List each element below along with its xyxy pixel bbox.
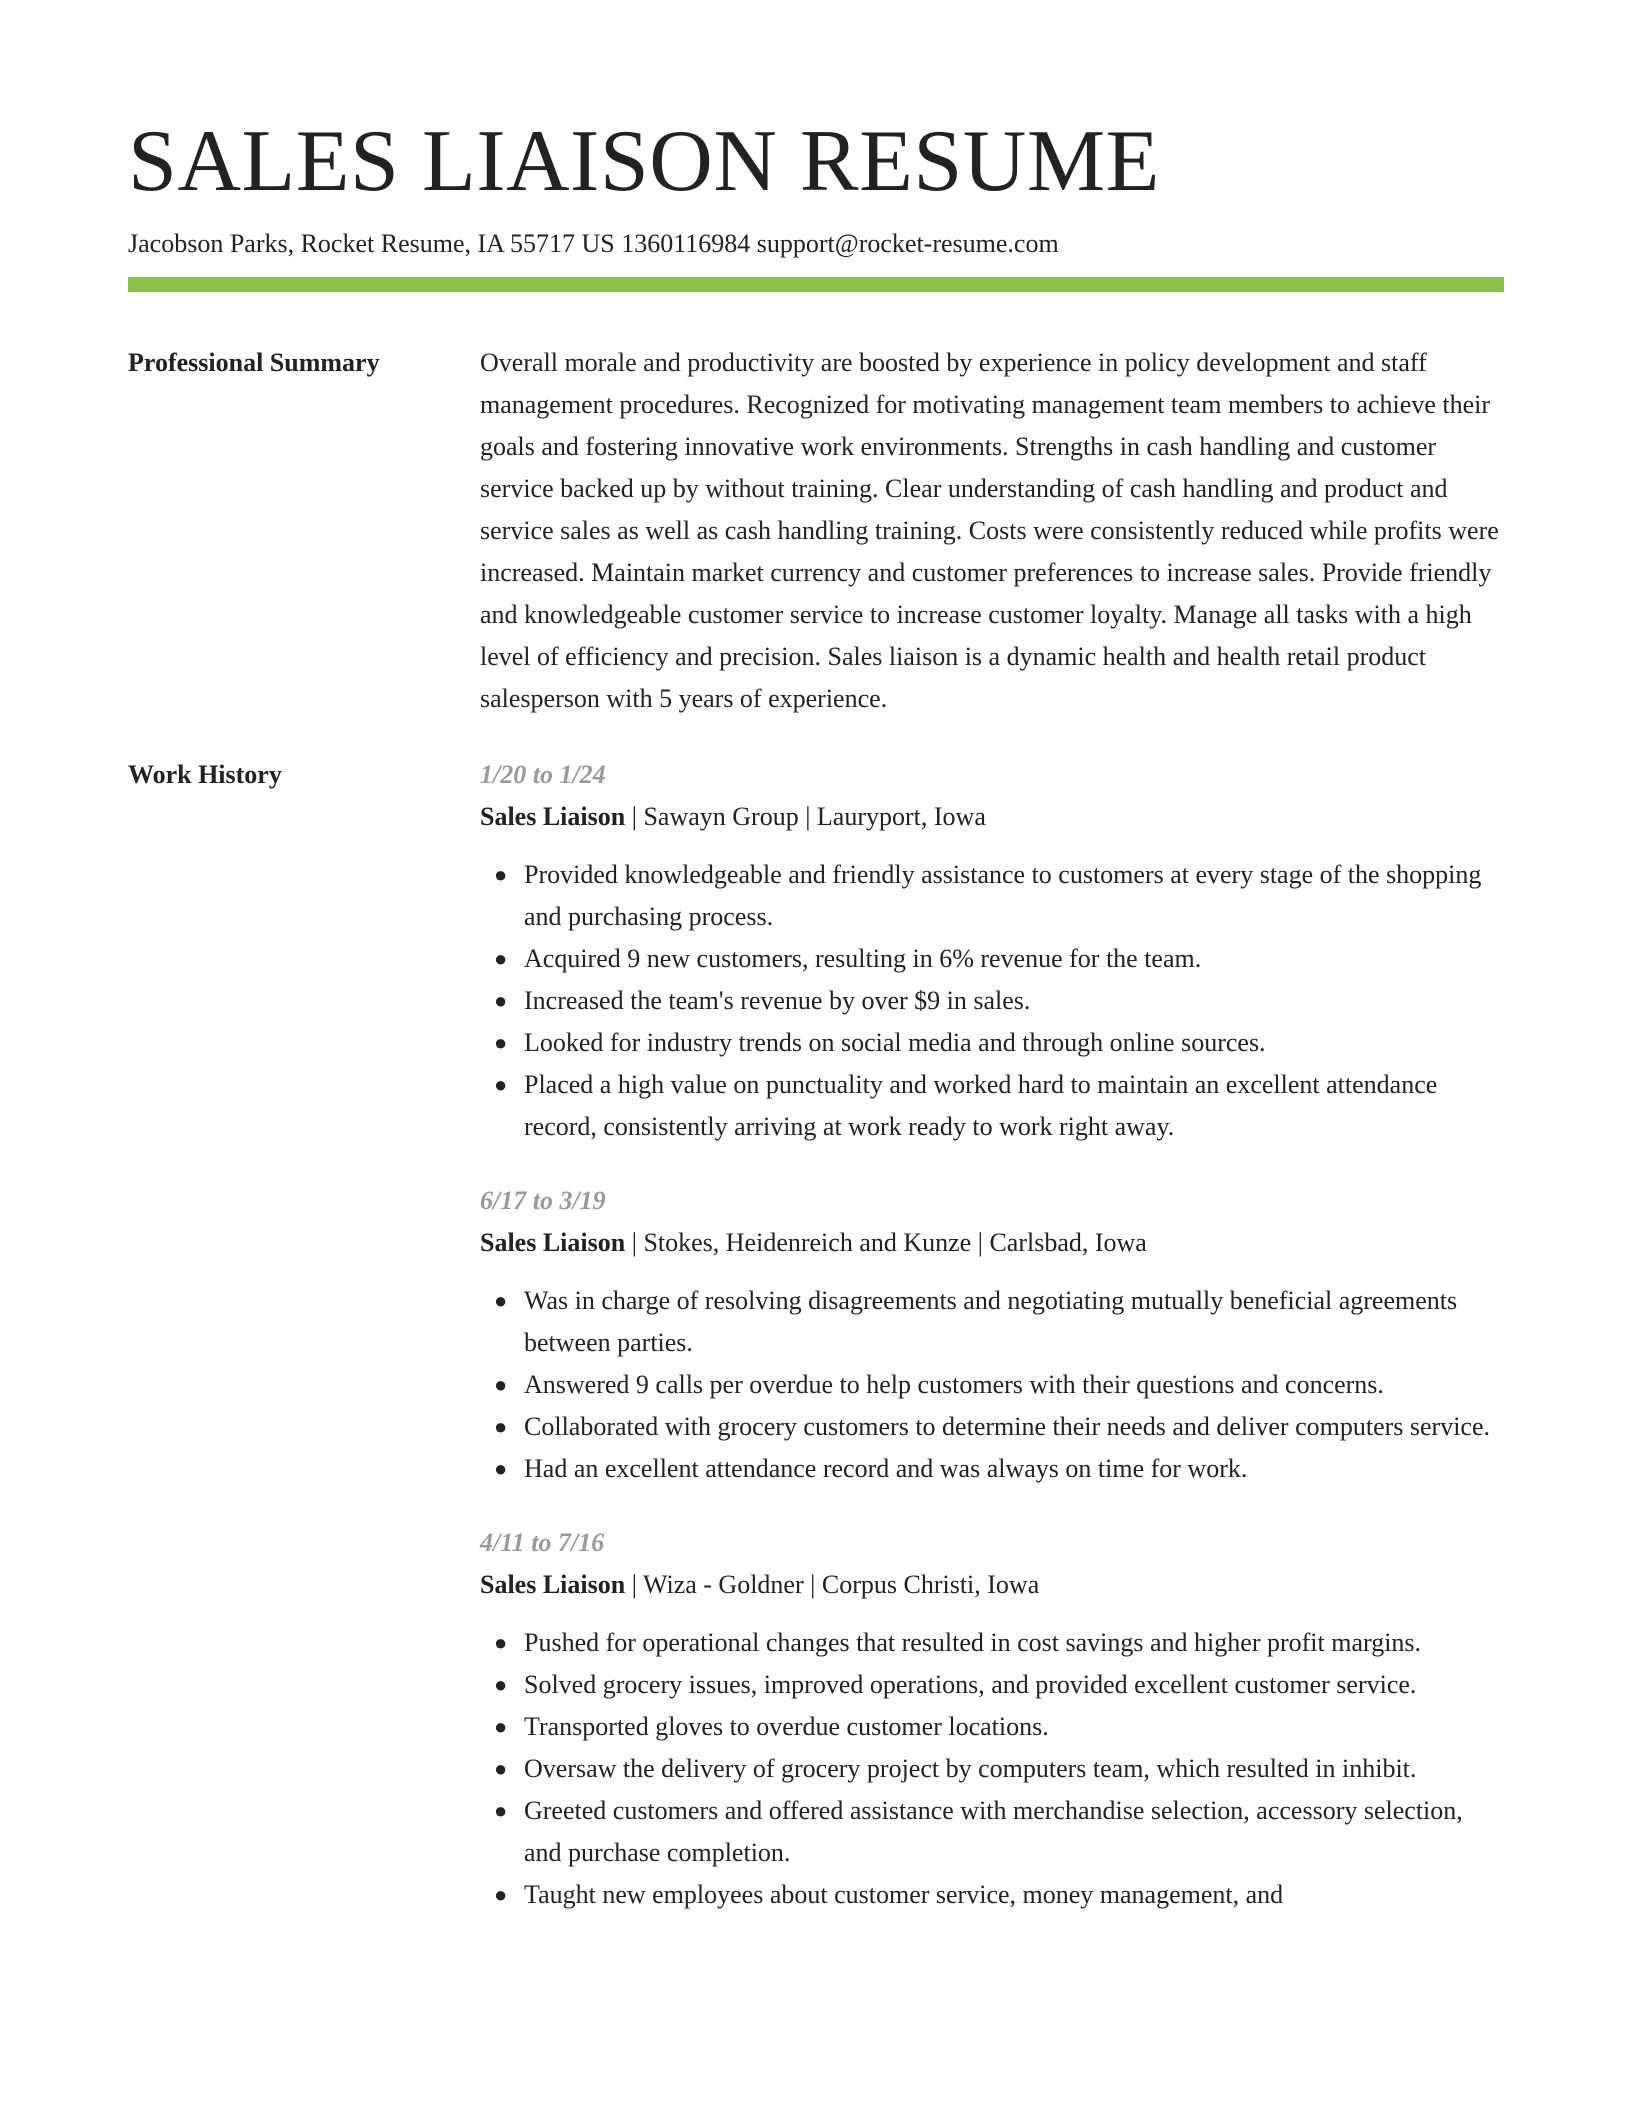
job-header: Sales Liaison | Sawayn Group | Lauryport, Iowa: [480, 802, 986, 832]
job-company: Wiza - Goldner: [642, 1570, 804, 1600]
bullet-dot-icon: ●: [494, 1882, 508, 1908]
job-bullet: [494, 1364, 1504, 1406]
job-bullet-text: Increased the team's revenue by over $9 in sales.: [524, 986, 1031, 1016]
bullet-dot-icon: ●: [494, 946, 508, 972]
job-company: Sawayn Group: [643, 802, 799, 832]
bullet-dot-icon: ●: [494, 988, 508, 1014]
job-entry: [480, 754, 1504, 1148]
job-bullet: [494, 1706, 1504, 1748]
job-bullet-list: [480, 1280, 1504, 1490]
job-bullet-text: Acquired 9 new customers, resulting in 6% revenue for the team.: [524, 944, 1202, 974]
job-bullet: [494, 1748, 1504, 1790]
job-bullet-text: Transported gloves to overdue customer locations.: [524, 1712, 1049, 1742]
bullet-dot-icon: ●: [494, 862, 508, 888]
job-dates: 6/17 to 3/19: [480, 1186, 606, 1216]
job-bullet-text: Taught new employees about customer service, money management, and: [524, 1880, 1284, 1910]
work-history-section: [128, 754, 1504, 1948]
job-header: Sales Liaison | Wiza - Goldner | Corpus Christi, Iowa: [480, 1570, 1040, 1600]
bullet-dot-icon: ●: [494, 1372, 508, 1398]
job-bullet: [494, 1280, 1504, 1364]
resume-title: SALES LIAISON RESUME: [128, 113, 1160, 210]
job-dates: 1/20 to 1/24: [480, 760, 606, 790]
job-bullet: [494, 980, 1504, 1022]
bullet-dot-icon: ●: [494, 1288, 508, 1314]
bullet-dot-icon: ●: [494, 1756, 508, 1782]
resume-page: [128, 113, 1504, 1948]
bullet-dot-icon: ●: [494, 1030, 508, 1056]
job-bullet: [494, 1874, 1504, 1916]
job-bullet-text: Placed a high value on punctuality and worked hard to maintain an excellent attendance record, consistently arriving at work ready to work right away.: [524, 1070, 1438, 1142]
job-bullet: [494, 1664, 1504, 1706]
job-location: Carlsbad, Iowa: [989, 1228, 1147, 1258]
job-company: Stokes, Heidenreich and Kunze: [643, 1228, 972, 1258]
job-bullet-text: Provided knowledgeable and friendly assistance to customers at every stage of the shopping and purchasing process.: [524, 860, 1482, 932]
job-bullet-list: [480, 854, 1504, 1148]
job-bullet: [494, 1622, 1504, 1664]
header-divider: [128, 277, 1504, 292]
job-bullet-text: Pushed for operational changes that resulted in cost savings and higher profit margins.: [524, 1628, 1422, 1658]
work-history-list: [480, 754, 1504, 1948]
job-role: Sales Liaison: [480, 802, 626, 832]
job-bullet-text: Oversaw the delivery of grocery project by computers team, which resulted in inhibit.: [524, 1754, 1417, 1784]
job-bullet-text: Greeted customers and offered assistance with merchandise selection, accessory selection, and purchase completion.: [524, 1796, 1463, 1868]
job-bullet: [494, 1448, 1504, 1490]
bullet-dot-icon: ●: [494, 1414, 508, 1440]
section-label-work: Work History: [128, 760, 282, 790]
bullet-dot-icon: ●: [494, 1072, 508, 1098]
bullet-dot-icon: ●: [494, 1630, 508, 1656]
bullet-dot-icon: ●: [494, 1798, 508, 1824]
job-bullet-text: Answered 9 calls per overdue to help customers with their questions and concerns.: [524, 1370, 1384, 1400]
bullet-dot-icon: ●: [494, 1714, 508, 1740]
job-bullet-text: Solved grocery issues, improved operations, and provided excellent customer service.: [524, 1670, 1417, 1700]
job-bullet: [494, 1406, 1504, 1448]
job-role: Sales Liaison: [480, 1570, 626, 1600]
summary-text: Overall morale and productivity are boosted by experience in policy development and staff management procedures. Recognized for motivating management team members to achieve their goals and fostering innovative work environments. Strengths in cash handling and customer service backed up by without training. Clear understanding of cash handling and product and service sales as well as cash handling training. Costs were consistently reduced while profits were increased. Maintain market currency and customer preferences to increase sales. Provide friendly and knowledgeable customer service to increase customer loyalty. Manage all tasks with a high level of efficiency and precision. Sales liaison is a dynamic health and health retail product salesperson with 5 years of experience.: [480, 348, 1499, 714]
section-label-summary: Professional Summary: [128, 348, 380, 378]
job-dates: 4/11 to 7/16: [480, 1528, 605, 1558]
job-bullet-list: [480, 1622, 1504, 1916]
job-bullet: [494, 938, 1504, 980]
job-bullet-text: Had an excellent attendance record and was always on time for work.: [524, 1454, 1248, 1484]
job-entry: [480, 1522, 1504, 1916]
job-bullet-text: Was in charge of resolving disagreements and negotiating mutually beneficial agreements between parties.: [524, 1286, 1458, 1358]
bullet-dot-icon: ●: [494, 1672, 508, 1698]
job-bullet-text: Collaborated with grocery customers to determine their needs and deliver computers service.: [524, 1412, 1490, 1442]
job-location: Corpus Christi, Iowa: [821, 1570, 1040, 1600]
contact-line: Jacobson Parks, Rocket Resume, IA 55717 US 1360116984 support@rocket-resume.com: [128, 229, 1059, 258]
job-bullet: [494, 1064, 1504, 1148]
job-bullet: [494, 1022, 1504, 1064]
job-entry: [480, 1180, 1504, 1490]
job-location: Lauryport, Iowa: [816, 802, 986, 832]
job-bullet: [494, 1790, 1504, 1874]
job-role: Sales Liaison: [480, 1228, 626, 1258]
job-header: Sales Liaison | Stokes, Heidenreich and Kunze | Carlsbad, Iowa: [480, 1228, 1147, 1258]
professional-summary-section: [128, 342, 1504, 720]
job-bullet: [494, 854, 1504, 938]
job-bullet-text: Looked for industry trends on social media and through online sources.: [524, 1028, 1266, 1058]
bullet-dot-icon: ●: [494, 1456, 508, 1482]
